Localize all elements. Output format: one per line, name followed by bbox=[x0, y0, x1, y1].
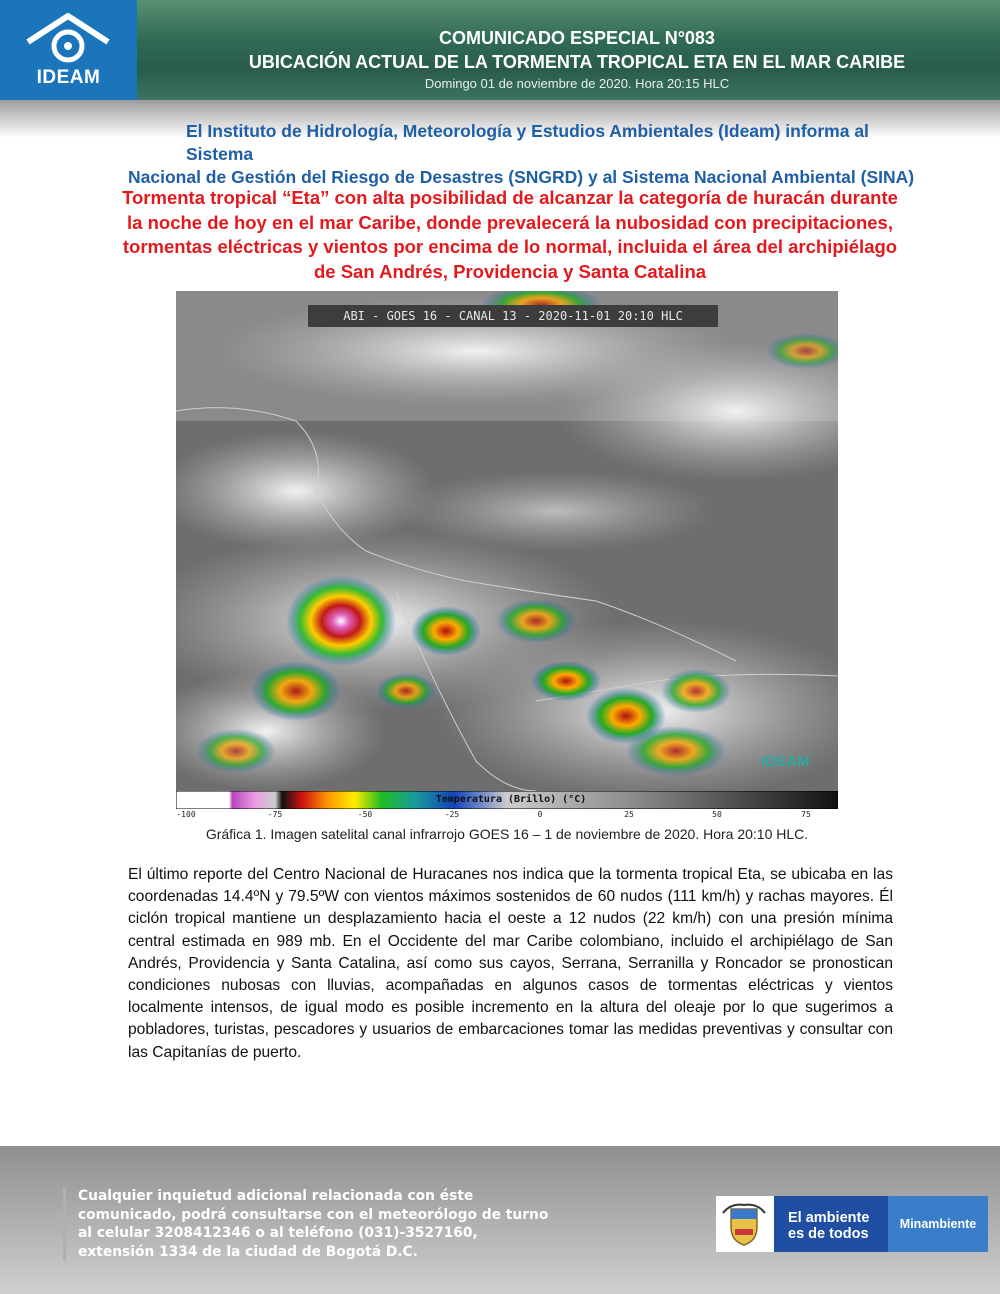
tick-label: -50 bbox=[357, 810, 373, 819]
slogan: El ambiente es de todos bbox=[774, 1196, 888, 1252]
satellite-timestamp-label: ABI - GOES 16 - CANAL 13 - 2020-11-01 20:10 HLC bbox=[308, 305, 718, 327]
bulletin-date: Domingo 01 de noviembre de 2020. Hora 20:15 HLC bbox=[424, 76, 730, 91]
tick-label: -100 bbox=[176, 810, 196, 819]
tick-label: 75 bbox=[801, 810, 811, 819]
temperature-colorbar bbox=[176, 791, 838, 809]
tick-label: -75 bbox=[267, 810, 283, 819]
tick-label: 50 bbox=[712, 810, 722, 819]
headline: Tormenta tropical “Eta” con alta posibilidad de alcanzar la categoría de huracán durante la noche de hoy en el mar Caribe, donde prevalecerá la nubosidad con precipitaciones, tormentas eléctricas y vientos por encima de lo normal, incluida el área del archipiélago de San Andrés, Providencia y Santa Catalina bbox=[122, 187, 898, 282]
figure-caption: Gráfica 1. Imagen satelital canal infrarrojo GOES 16 – 1 de noviembre de 2020. Hora 20:10 HLC. bbox=[205, 826, 809, 842]
intro-line1: El Instituto de Hidrología, Meteorología y Estudios Ambientales (Ideam) informa al Sistema bbox=[186, 121, 869, 164]
logo-text: IDEAM bbox=[36, 67, 101, 88]
ideam-logo bbox=[0, 0, 137, 100]
colorbar-ticks bbox=[176, 810, 838, 822]
intro-line2: Nacional de Gestión del Riesgo de Desastres (SNGRD) y al Sistema Nacional Ambiental (SINA) bbox=[128, 167, 915, 187]
ideam-watermark: IDEAM bbox=[761, 753, 810, 770]
intro-paragraph bbox=[128, 120, 938, 189]
footer bbox=[0, 1146, 1000, 1294]
government-logo bbox=[716, 1196, 988, 1252]
colorbar-label: Temperatura (Brillo) (°C) bbox=[435, 794, 587, 805]
satellite-image bbox=[176, 291, 838, 791]
satellite-map bbox=[176, 291, 838, 791]
bulletin-title: UBICACIÓN ACTUAL DE LA TORMENTA TROPICAL ETA EN EL MAR CARIBE bbox=[248, 52, 906, 72]
body-paragraph: El último reporte del Centro Nacional de Huracanes nos indica que la tormenta tropical Eta, se ubicaba en las coordenadas 14.4ºN y 79.5ºW con vientos máximos sostenidos de 60 nudos (111 km/h) y rachas mayores. Él ciclón tropical mantiene un desplazamiento hacia el oeste a 12 nudos (22 km/h) con una presión mínima central estimada en 989 mb. En el Occidente del mar Caribe colombiano, incluido el archipiélago de San Andrés, Providencia y Santa Catalina, así como sus cayos, Serrana, Serranilla y Roncador se pronostican condiciones nubosas con lluvias, acompañadas en algunos casos de tormentas eléctricas y vientos localmente intensos, de igual modo es posible incremento en la altura del oleaje por lo que sugerimos a pobladores, turistas, pescadores y usuarios de embarcaciones tomar las medidas preventivas y consultar con las Capitanías de puerto. bbox=[128, 866, 893, 1061]
header-band bbox=[0, 0, 1000, 100]
bulletin-number: COMUNICADO ESPECIAL N°083 bbox=[439, 28, 715, 48]
tick-label: 0 bbox=[537, 810, 543, 819]
ideam-logo-icon bbox=[20, 8, 116, 68]
ministry-name: Minambiente bbox=[888, 1196, 988, 1252]
tick-label: 25 bbox=[624, 810, 634, 819]
contact-info: Cualquier inquietud adicional relacionada con éste comunicado, podrá consultarse con el meteorólogo de turno al celular 3208412346 o al teléfono (031)-3527160, extensión 1334 de la ciudad de Bogotá D.C. bbox=[63, 1187, 558, 1261]
colombia-shield-icon bbox=[719, 1199, 769, 1249]
tick-label: -25 bbox=[444, 810, 460, 819]
